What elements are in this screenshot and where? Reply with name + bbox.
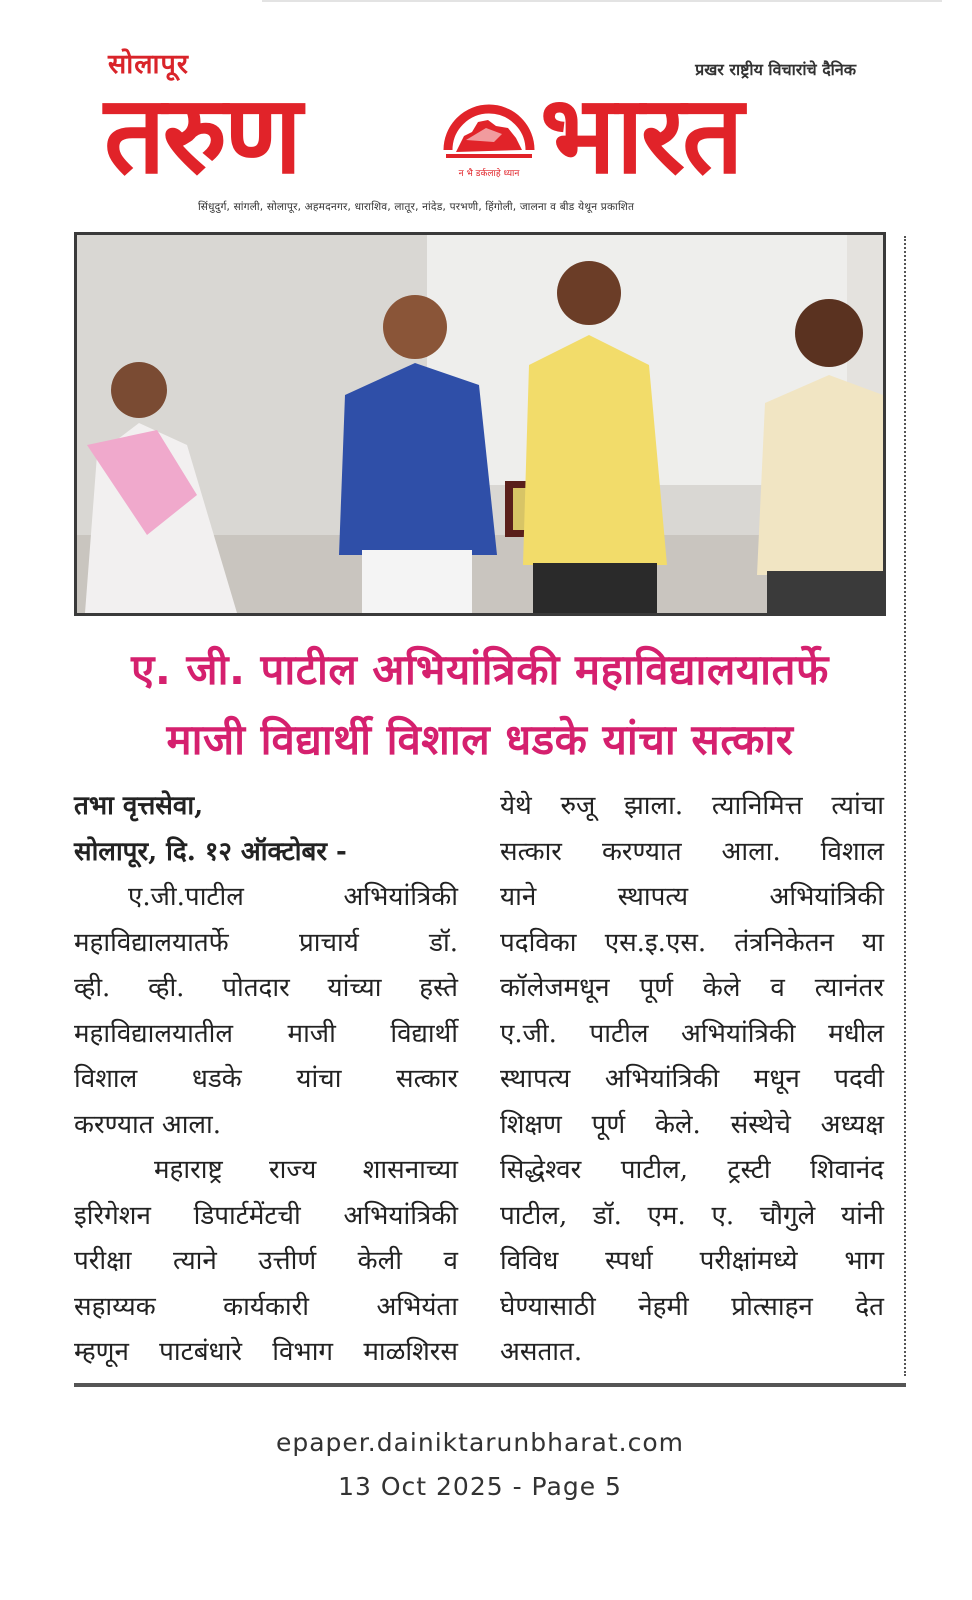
article-line: येथे रुजू झाला. त्यानिमित्त त्यांचा (500, 791, 884, 821)
article-line: शिक्षण पूर्ण केले. संस्थेचे अध्यक्ष (500, 1109, 884, 1140)
article-line: पाटील, डॉ. एम. ए. चौगुले यांनी (500, 1200, 884, 1231)
news-photo (74, 232, 886, 616)
masthead-city: सोलापूर (108, 49, 189, 80)
article-line: इरिगेशन डिपार्टमेंटची अभियांत्रिकी (74, 1200, 458, 1231)
article-line: करण्यात आला. (74, 1109, 222, 1140)
epaper-url[interactable]: epaper.dainiktarunbharat.com (275, 1428, 685, 1457)
article-line: असतात. (500, 1337, 583, 1367)
article-line: सिद्धेश्वर पाटील, ट्रस्टी शिवानंद (500, 1155, 884, 1185)
logo-caption: न भै डर्कलाहे ध्यान (458, 169, 520, 179)
article-line: ए.जी. पाटील अभियांत्रिकी मधील (500, 1018, 884, 1049)
article-line: व्ही. व्ही. पोतदार यांच्या हस्ते (74, 973, 458, 1003)
masthead-name-right: भारत (540, 73, 741, 198)
byline: तभा वृत्तसेवा, (74, 791, 204, 821)
article-line: कॉलेजमधून पूर्ण केले व त्यानंतर (500, 973, 884, 1003)
article-column-right (500, 784, 884, 1376)
article-line: पदविका एस.इ.एस. तंत्रनिकेतन या (500, 927, 884, 958)
column-separator (904, 236, 906, 1376)
article-bottom-rule (74, 1383, 906, 1387)
article-headline-line2: माजी विद्यार्थी विशाल धडके यांचा सत्कार (166, 715, 794, 764)
masthead-name-left: तरुण (104, 73, 300, 198)
article-headline-line1: ए. जी. पाटील अभियांत्रिकी महाविद्यालयातर्फे (131, 645, 829, 694)
article-line: सहाय्यक कार्यकारी अभियंता (74, 1291, 458, 1322)
article-line: म्हणून पाटबंधारे विभाग माळशिरस (74, 1337, 458, 1367)
article-line: महाराष्ट्र राज्य शासनाच्या (154, 1155, 458, 1185)
article-line: घेण्यासाठी नेहमी प्रोत्साहन देत (500, 1291, 884, 1322)
article-line: परीक्षा त्याने उत्तीर्ण केली व (74, 1246, 458, 1276)
article-line: ए.जी.पाटील अभियांत्रिकी (128, 882, 458, 912)
article-line: विशाल धडके यांचा सत्कार (74, 1064, 458, 1094)
article-line: याने स्थापत्य अभियांत्रिकी (500, 882, 884, 912)
edition-date-page: 13 Oct 2025 - Page 5 (338, 1472, 622, 1501)
top-rule (262, 0, 942, 2)
article-line: सत्कार करण्यात आला. विशाल (500, 836, 884, 867)
article-line: महाविद्यालयातील माजी विद्यार्थी (74, 1018, 458, 1049)
article-line: विविध स्पर्धा परीक्षांमध्ये भाग (500, 1246, 884, 1276)
newspaper-logo (442, 92, 536, 188)
article-column-left (74, 784, 458, 1376)
masthead-tagline: प्रखर राष्ट्रीय विचारांचे दैनिक (695, 60, 856, 79)
masthead-editions: सिंधुदुर्ग, सांगली, सोलापूर, अहमदनगर, धाराशिव, लातूर, नांदेड, परभणी, हिंगोली, जालना व बीड येथून प्रकाशित (198, 201, 635, 213)
dateline: सोलापूर, दि. १२ ऑक्टोबर - (74, 836, 347, 867)
article-line: स्थापत्य अभियांत्रिकी मधून पदवी (500, 1064, 884, 1094)
article-line: महाविद्यालयातर्फे प्राचार्य डॉ. (74, 927, 458, 958)
